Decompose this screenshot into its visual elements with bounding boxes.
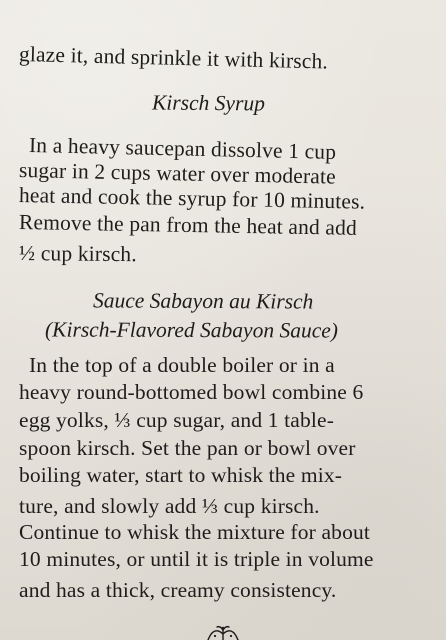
kirsch-syrup-line-2: sugar in 2 cups water over moderate [18,158,337,189]
floral-ornament-icon [203,624,243,640]
sauce-sabayon-line-2: heavy round-bottomed bowl combine 6 [19,380,364,404]
kirsch-syrup-line-5: ½ cup kirsch. [18,241,137,267]
intro-line: glaze it, and sprinkle it with kirsch. [18,42,329,74]
sauce-sabayon-subtitle: (Kirsch-Flavored Sabayon Sauce) [44,317,339,343]
sauce-sabayon-line-5: boiling water, start to whisk the mix- [19,463,343,487]
sauce-sabayon-title: Sauce Sabayon au Kirsch [92,288,314,314]
sauce-sabayon-line-1: In the top of a double boiler or in a [29,353,335,377]
sauce-sabayon-line-7: Continue to whisk the mixture for about [19,520,370,544]
kirsch-syrup-line-1: In a heavy saucepan dissolve 1 cup [28,133,337,164]
kirsch-syrup-line-4: Remove the pan from the heat and add [18,210,358,240]
sauce-sabayon-line-9: and has a thick, creamy consistency. [19,578,337,602]
sauce-sabayon-line-4: spoon kirsch. Set the pan or bowl over [19,436,356,460]
kirsch-syrup-title: Kirsch Syrup [151,90,265,116]
kirsch-syrup-line-3: heat and cook the syrup for 10 minutes. [18,183,366,214]
sauce-sabayon-line-6: ture, and slowly add ⅓ cup kirsch. [19,494,320,518]
sauce-sabayon-line-8: 10 minutes, or until it is triple in volume [19,547,374,571]
sauce-sabayon-line-3: egg yolks, ⅓ cup sugar, and 1 table- [19,408,335,432]
